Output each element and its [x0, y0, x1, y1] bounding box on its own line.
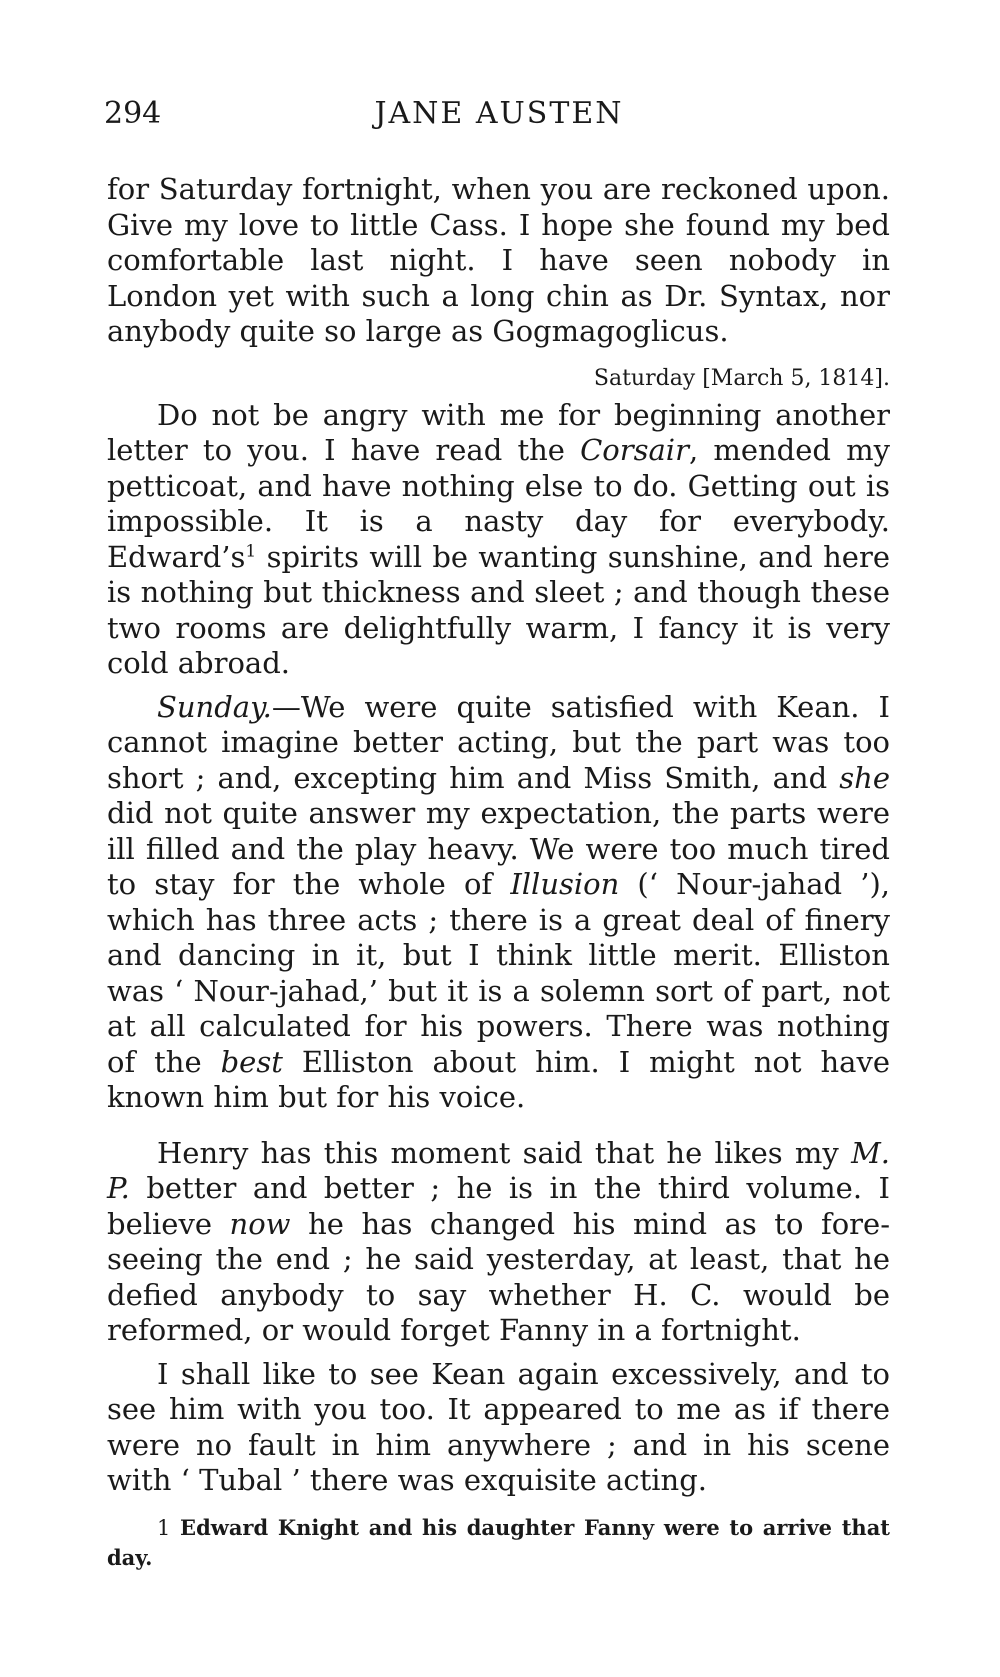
- title-corsair: Corsair: [580, 433, 689, 467]
- paragraph-1: for Saturday fortnight, when you are reckoned upon. Give my love to little Cass. I hope she found my bed comfortable last night. I have seen nobody in London yet with such a long chin as Dr. Syntax, nor anybody quite so large as Gogmagoglicus.: [107, 172, 890, 348]
- page-header: [104, 96, 894, 136]
- paragraph-4: Henry has this moment said that he likes my M. P. better and better ; he is in the third volume. I believe now he has changed his mind as to fore-seeing the end ; he said yesterday, at least, that he defied anybody to say whether H. C. would be reformed, or would forget Fanny in a fortnight.: [107, 1135, 890, 1347]
- paragraph-5: I shall like to see Kean again excessively, and to see him with you too. It appeared to me as if there were no fault in him anywhere ; and in his scene with ‘ Tubal ’ there was exquisite acting.: [107, 1356, 890, 1497]
- sunday-heading: Sunday.: [157, 689, 272, 724]
- footnote-marker: 1: [245, 540, 257, 561]
- footnote-text: Edward Knight and his daughter Fanny were to arrive that day.: [107, 1514, 890, 1570]
- paragraph-2: Do not be angry with me for beginning another letter to you. I have read the Corsair, mended my petticoat, and have nothing else to do. Getting out is impossible. It is a nasty day for everybody. Edward’s$^1$ spirits will be wanting sunshine, and here is nothing but thickness and sleet ; and though these two rooms are delightfully warm, I fancy it is very cold abroad.: [107, 397, 890, 680]
- paragraph-3: Sunday.—We were quite satisfied with Kean. I cannot imagine better acting, but the part was too short ; and, excepting him and Miss Smith, and she did not quite answer my expectation, the parts were ill filled and the play heavy. We were too much tired to stay for the whole of Illusion (‘ Nour-jahad ’), which has three acts ; there is a great deal of finery and dancing in it, but I think little merit. Elliston was ‘ Nour-jahad,’ but it is a solemn sort of part, not at all calculated for his powers. There was nothing of the best Elliston about him. I might not have known him but for his voice.: [107, 689, 890, 1114]
- footnote-number: 1: [157, 1515, 171, 1540]
- running-head: JANE AUSTEN: [374, 96, 624, 131]
- title-mp: M. P.: [107, 1135, 890, 1205]
- title-illusion: Illusion: [510, 867, 620, 901]
- page-number: 294: [104, 96, 162, 131]
- footnote: [107, 1513, 890, 1572]
- dateline: Saturday [March 5, 1814].: [593, 365, 890, 391]
- page-body: [107, 172, 890, 1572]
